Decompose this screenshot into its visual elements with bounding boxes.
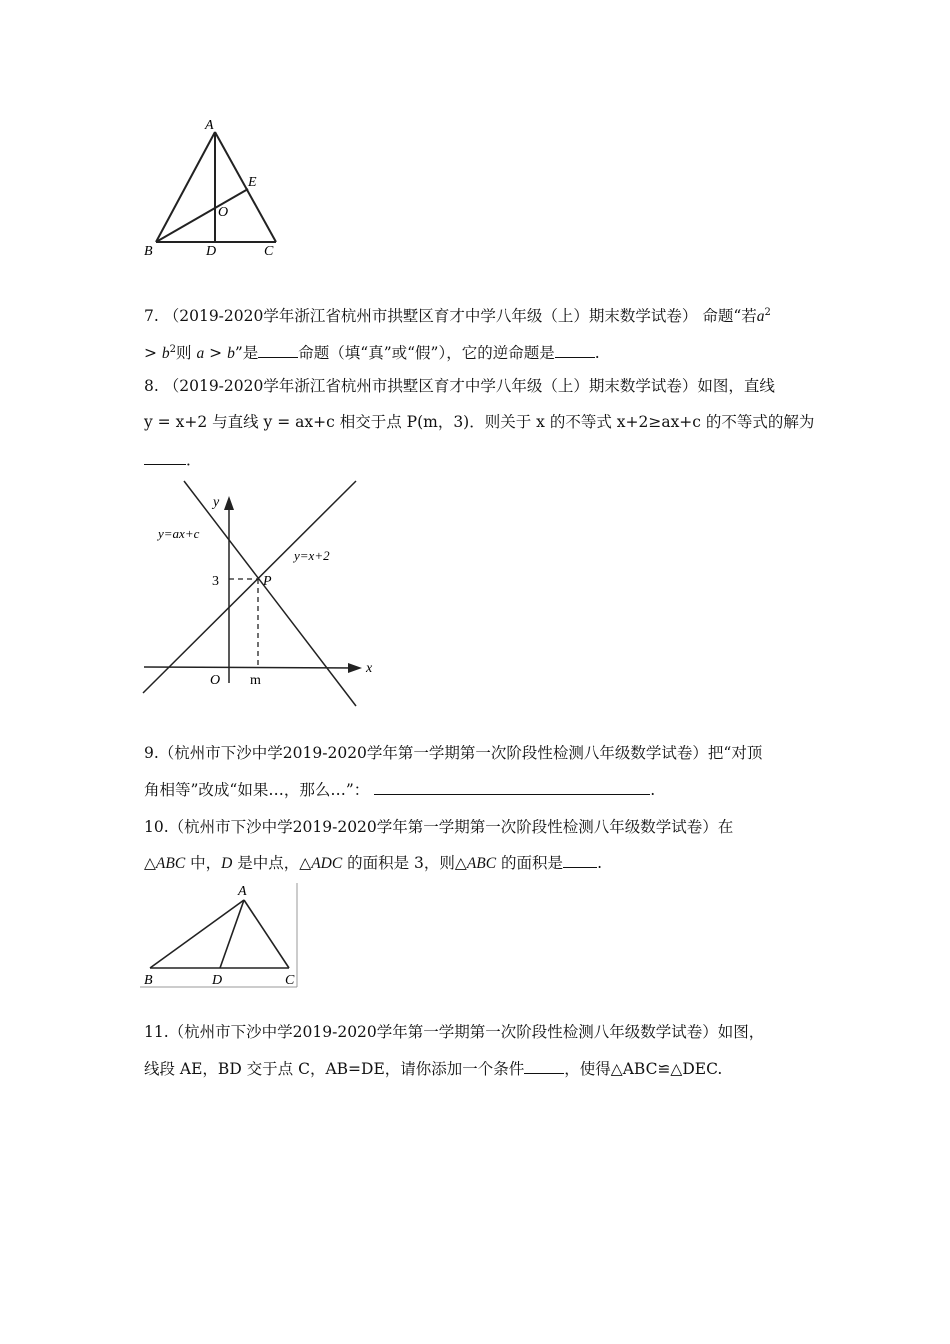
- q8-line-2: [144, 412, 814, 432]
- q10-d: D: [221, 855, 233, 872]
- q10-mid1: 中，: [185, 854, 222, 872]
- q7-var-b2: b: [227, 345, 235, 363]
- q11-blank[interactable]: [524, 1059, 564, 1074]
- q11-text-2b: ，使得△ABC≌△DEC.: [564, 1060, 723, 1078]
- y-axis-label: y: [213, 495, 220, 510]
- q10-mid2: 是中点，△: [232, 854, 312, 872]
- q10-line-2: [144, 853, 602, 874]
- q11-line-1: [144, 1022, 764, 1042]
- label-o: O: [218, 205, 229, 220]
- q8-blank[interactable]: [144, 450, 186, 465]
- q8-line-3: [144, 450, 202, 470]
- q10-mid3: 的面积是 3，则△: [342, 854, 467, 872]
- q9-blank[interactable]: [374, 780, 650, 795]
- q10-line-1: [144, 817, 733, 837]
- q7-var-a: a: [756, 308, 765, 326]
- q8-line-1: [144, 376, 775, 396]
- q10-adc: ADC: [311, 855, 343, 872]
- q7-var-a2: a: [196, 345, 205, 363]
- q7-line-2: [144, 340, 600, 364]
- q10-abc: ABC: [155, 855, 186, 872]
- q7-blank-1[interactable]: [258, 343, 298, 358]
- q9-line-2: [144, 780, 655, 800]
- q10-tri: △: [144, 854, 156, 872]
- fig3-label-b: B: [144, 973, 153, 988]
- figure-triangle-abc-de: [138, 112, 288, 262]
- q8-number: 8.: [144, 377, 159, 395]
- q7-gt2: >: [204, 344, 228, 363]
- q10-abc2: ABC: [466, 855, 497, 872]
- label-e: E: [248, 175, 257, 190]
- q11-line-2: [144, 1059, 722, 1079]
- q7-number: 7.: [144, 307, 159, 326]
- q7-is: ”是: [234, 344, 259, 363]
- label-a: A: [205, 118, 214, 133]
- q10-blank[interactable]: [563, 853, 597, 868]
- q9-line-1: [144, 743, 762, 763]
- y-value-3: 3: [212, 574, 219, 589]
- x-axis-arrow-icon: [348, 663, 362, 673]
- fig3-label-c: C: [285, 973, 295, 988]
- q7-gt: >: [144, 344, 162, 363]
- q7-source: （2019-2020学年浙江省杭州市拱墅区育才中学八年级（上）期末数学试卷）: [163, 307, 698, 326]
- x-axis-label: x: [366, 661, 373, 676]
- x-value-m: m: [250, 673, 261, 688]
- line-label-ax-c: y=ax+c: [158, 526, 200, 541]
- q7-line-1: [144, 303, 771, 327]
- point-p-label: P: [263, 574, 272, 589]
- q10-end: .: [597, 854, 602, 872]
- q7-sup-2: 2: [169, 344, 177, 355]
- q7-sup: 2: [764, 307, 771, 318]
- q10-text-1: 10.（杭州市下沙中学2019-2020学年第一学期第一次阶段性检测八年级数学试卷）在: [144, 818, 734, 836]
- q7-then: 则: [176, 344, 192, 363]
- line-label-x-2: y=x+2: [294, 548, 330, 563]
- q7-mid: 命题（填“真”或“假”），它的逆命题是: [298, 344, 555, 363]
- q7-blank-2[interactable]: [555, 343, 595, 358]
- fig3-label-a: A: [238, 884, 247, 899]
- q8-source: （2019-2020学年浙江省杭州市拱墅区育才中学八年级（上）期末数学试卷）如图，直线: [163, 377, 775, 395]
- q9-text-2: 角相等”改成“如果…，那么…”：: [144, 781, 370, 799]
- label-b: B: [144, 244, 153, 259]
- q11-text-2a: 线段 AE，BD 交于点 C，AB=DE，请你添加一个条件: [144, 1060, 525, 1078]
- fig3-label-d: D: [212, 973, 223, 988]
- q11-text-1: 11.（杭州市下沙中学2019-2020学年第一学期第一次阶段性检测八年级数学试卷）如图，: [144, 1023, 765, 1041]
- q10-mid4: 的面积是: [496, 854, 564, 872]
- q8-end: ．: [186, 451, 202, 469]
- y-axis-arrow-icon: [224, 496, 234, 510]
- q9-end: .: [650, 781, 656, 799]
- q7-var-b: b: [161, 345, 170, 363]
- q9-text-1: 9.（杭州市下沙中学2019-2020学年第一学期第一次阶段性检测八年级数学试卷）把“对顶: [144, 744, 763, 762]
- q7-end: .: [594, 344, 600, 363]
- q7-text-pre: 命题“若: [702, 307, 757, 326]
- label-c: C: [264, 244, 274, 259]
- q8-text: y = x+2 与直线 y = ax+c 相交于点 P(m，3)．则关于 x 的不等式 x+2≥ax+c 的不等式的解为: [144, 413, 815, 431]
- origin-label: O: [210, 673, 221, 688]
- figure-graph-lines: [140, 478, 380, 710]
- figure-triangle-median: [140, 880, 302, 990]
- label-d: D: [206, 244, 217, 259]
